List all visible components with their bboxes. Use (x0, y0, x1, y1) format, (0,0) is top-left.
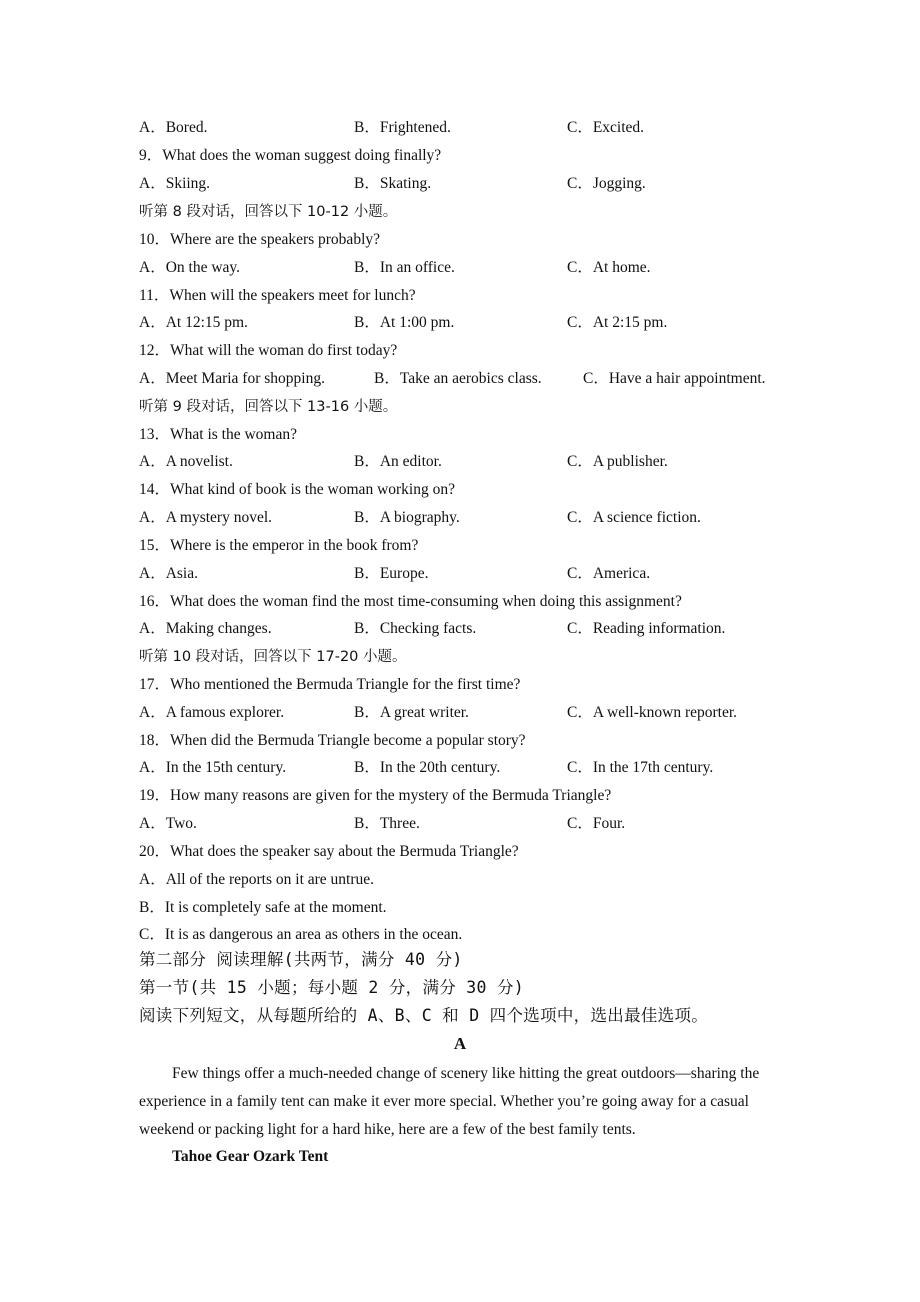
conversation-9-instruction: 听第 9 段对话，回答以下 13-16 小题。 (139, 399, 398, 415)
q15-option-a: A．Asia. (139, 565, 198, 582)
q10-question: 10．Where are the speakers probably? (139, 231, 380, 248)
conversation-10-instruction: 听第 10 段对话，回答以下 17-20 小题。 (139, 649, 407, 665)
q11-question: 11．When will the speakers meet for lunch? (139, 287, 416, 304)
q19-option-c: C．Four. (567, 815, 626, 832)
reading-instruction: 阅读下列短文，从每题所给的 A、B、C 和 D 四个选项中，选出最佳选项。 (139, 1006, 709, 1025)
q14-question: 14．What kind of book is the woman working on? (139, 481, 455, 498)
product-heading: Tahoe Gear Ozark Tent (172, 1148, 329, 1165)
part-2-title: 第二部分 阅读理解(共两节，满分 40 分) (139, 950, 463, 969)
passage-intro: Few things offer a much-needed change of scenery like hitting the great outdoors—sharing the experience in a family tent can make it ever more special. Whether you’re going away for a casual weekend or packing light for a hard hike, here are a few of the best family tents. (139, 1065, 760, 1138)
q18-option-a: A．In the 15th century. (139, 759, 287, 776)
q18-option-c: C．In the 17th century. (567, 759, 714, 776)
q20-option-b: B．It is completely safe at the moment. (139, 899, 387, 916)
q12-option-c: C．Have a hair appointment. (583, 370, 766, 387)
q14-option-c: C．A science fiction. (567, 509, 701, 526)
q10-option-a: A．On the way. (139, 259, 241, 276)
q9-question: 9．What does the woman suggest doing finally? (139, 147, 442, 164)
q8-option-a: A．Bored. (139, 119, 208, 136)
q20-question: 20．What does the speaker say about the Bermuda Triangle? (139, 843, 519, 860)
q11-option-b: B．At 1:00 pm. (354, 314, 455, 331)
q12-question: 12．What will the woman do first today? (139, 342, 398, 359)
q16-option-c: C．Reading information. (567, 620, 726, 637)
q15-option-c: C．America. (567, 565, 651, 582)
q14-option-a: A．A mystery novel. (139, 509, 273, 526)
q20-option-c: C．It is as dangerous an area as others in the ocean. (139, 926, 463, 943)
q11-option-c: C．At 2:15 pm. (567, 314, 668, 331)
q9-option-c: C．Jogging. (567, 175, 646, 192)
passage-label: A (453, 1034, 467, 1053)
q20-option-a: A．All of the reports on it are untrue. (139, 871, 375, 888)
conversation-8-instruction: 听第 8 段对话，回答以下 10-12 小题。 (139, 204, 398, 220)
q8-option-b: B．Frightened. (354, 119, 451, 136)
q16-option-b: B．Checking facts. (354, 620, 477, 637)
q9-option-a: A．Skiing. (139, 175, 211, 192)
q17-option-b: B．A great writer. (354, 704, 469, 721)
q13-question: 13．What is the woman? (139, 426, 297, 443)
q17-option-c: C．A well-known reporter. (567, 704, 738, 721)
q19-option-b: B．Three. (354, 815, 420, 832)
q10-option-c: C．At home. (567, 259, 651, 276)
q11-option-a: A．At 12:15 pm. (139, 314, 248, 331)
q8-option-c: C．Excited. (567, 119, 645, 136)
q18-option-b: B．In the 20th century. (354, 759, 501, 776)
q13-option-a: A．A novelist. (139, 453, 233, 470)
q13-option-c: C．A publisher. (567, 453, 668, 470)
q19-option-a: A．Two. (139, 815, 197, 832)
q18-question: 18．When did the Bermuda Triangle become a popular story? (139, 732, 526, 749)
q12-option-a: A．Meet Maria for shopping. (139, 370, 325, 387)
q12-option-b: B．Take an aerobics class. (374, 370, 542, 387)
q16-question: 16．What does the woman find the most time-consuming when doing this assignment? (139, 593, 682, 610)
q17-question: 17．Who mentioned the Bermuda Triangle for the first time? (139, 676, 521, 693)
q14-option-b: B．A biography. (354, 509, 460, 526)
q15-option-b: B．Europe. (354, 565, 429, 582)
q9-option-b: B．Skating. (354, 175, 432, 192)
q13-option-b: B．An editor. (354, 453, 442, 470)
q17-option-a: A．A famous explorer. (139, 704, 285, 721)
section-1-title: 第一节(共 15 小题；每小题 2 分，满分 30 分) (139, 978, 525, 997)
q19-question: 19．How many reasons are given for the mystery of the Bermuda Triangle? (139, 787, 612, 804)
q10-option-b: B．In an office. (354, 259, 455, 276)
q15-question: 15．Where is the emperor in the book from? (139, 537, 419, 554)
q16-option-a: A．Making changes. (139, 620, 272, 637)
